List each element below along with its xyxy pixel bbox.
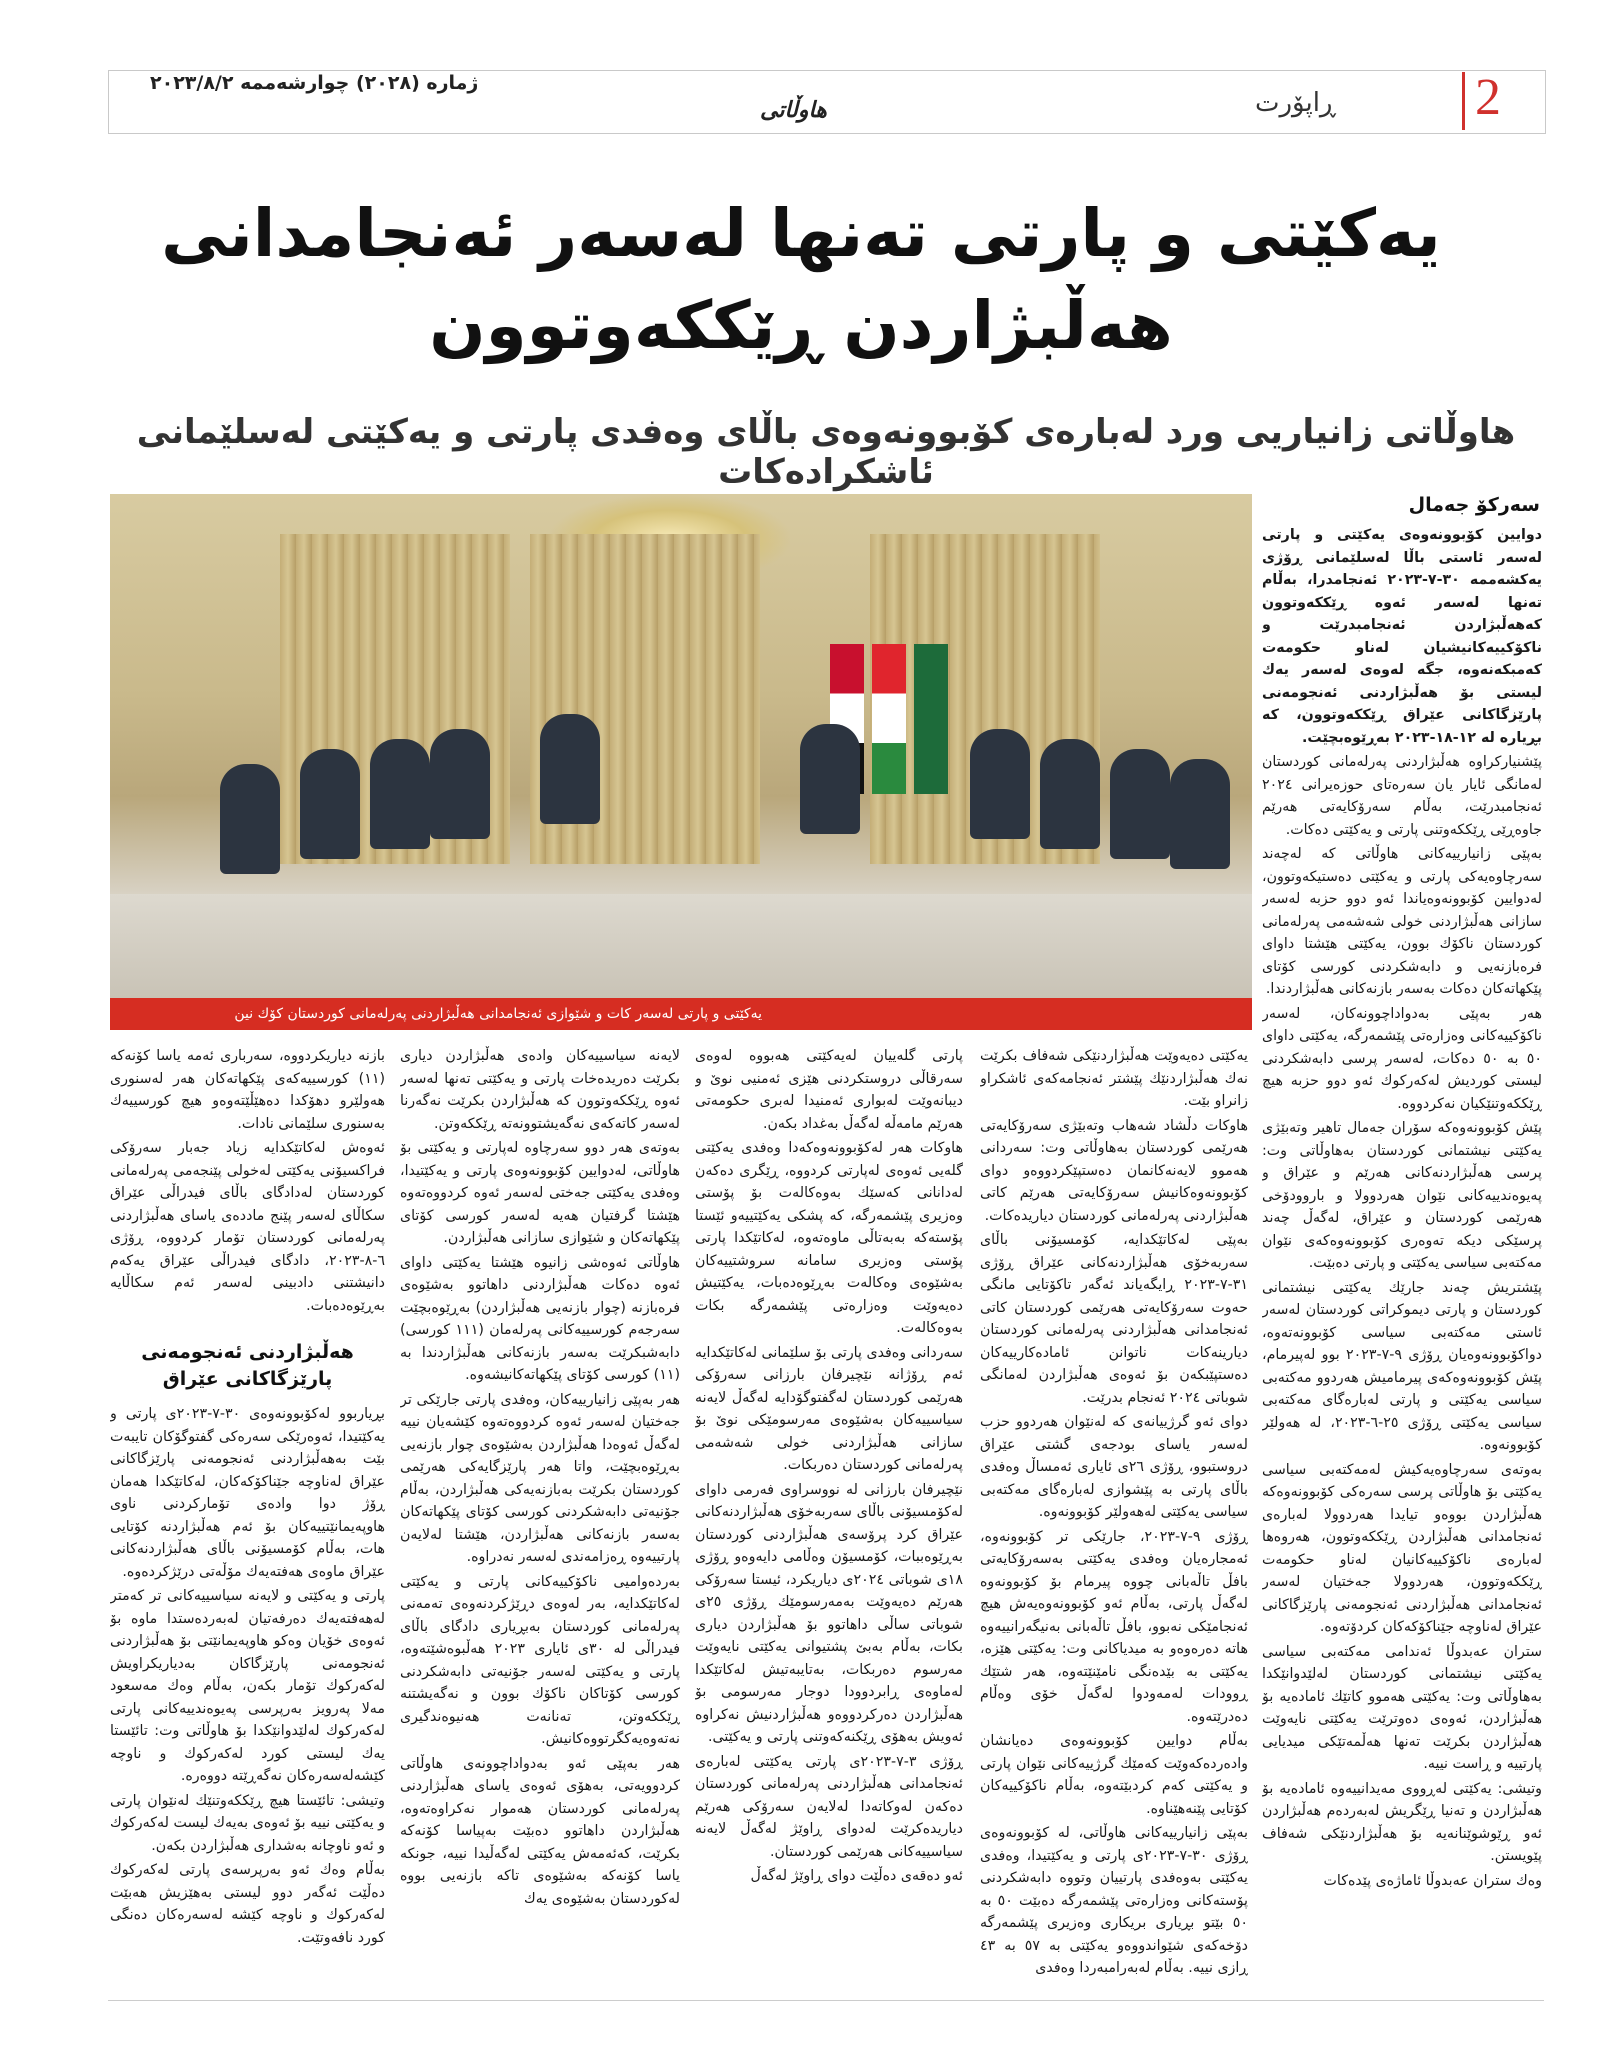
article-paragraph: هەر بەپێی زانیارییەكان، وەفدی پارتی جارێكی تر جەختیان لەسەر ئەوە كردووەتەوە كێشەیان نییە لەگەڵ ئەوەدا هەڵبژاردن بەشێوەی چوار بازنەیی بەڕێوەبچێت، واتا هەر پارێزگایەكی هەرێمی كوردستان بكرێت بەبازنەیەكی هەڵبژاردن، بەڵام جۆنیەتی دابەشكردنی كورسی كۆتای پێكهاتەكان بەسەر بازنەكانی هەڵبژاردن، هێشتا لەلایەن پارتییەوە ڕەزامەندی لەسەر نەدراوە.	[400, 1391, 680, 1565]
article-paragraph: بەڵام دوایین كۆبوونەوەی دەیانشان وادەردەكەوێت كەمێك گرژییەكانی نێوان پارتی و یەكێتی كەم كردبێتەوە، بەڵام ناكۆكییەكان كۆتایی پێنەهێناوە.	[980, 1733, 1248, 1817]
article-paragraph: ئەوەش لەكاتێكدایە زیاد جەبار سەرۆكی فراكسیۆنی یەكێتی لەخولی پێنجەمی پەرلەمانی كوردستان لەدادگای باڵای فیدراڵی عێراق سكاڵای لەسەر پێنج ماددەی یاسای هەڵبژاردنی پەرلەمانی كوردستان تۆمار كردووە، ڕۆژی ٦-٨-٢٠٢٣، دادگای فیدراڵی عێراق یەكەم دانیشتنی دادبینی لەسەر ئەم سكاڵایە بەڕێوەدەبات.	[110, 1140, 385, 1314]
article-paragraph: بازنە دیاریكردووە، سەرباری ئەمە یاسا كۆنەكە (١١) كورسییەكەی پێكهاتەكان هەر لەسنوری هەولێرو دهۆكدا دەهێڵێتەوەو هیچ كورسییەك بەسنوری سلێمانی نادات.	[110, 1048, 385, 1132]
article-paragraph: هاوكات هەر لەكۆبوونەوەكەدا وەفدی یەكێتی گلەیی ئەوەی لەپارتی كردووە، ڕێگری دەكەن لەدانانی كەسێك بەوەكالەت بۆ پۆستی وەزیری پێشمەرگە، كە پشكی یەكێتییەو ئێستا پۆستەكە بەبەتاڵی ماوەتەوە، لەكاتێكدا پارتی پۆستی وەزیری سامانە سروشتییەكان بەشێوەی وەكالەت بەڕێوەدەبات، یەكێتیش دەیەوێت وەزارەتی پێشمەرگە بكات بەوەكالەت.	[695, 1140, 963, 1336]
article-paragraph: ڕۆژی ٩-٧-٢٠٢٣، جارێكی تر كۆبوونەوە، ئەمجارەیان وەفدی یەكێتی بەسەرۆكایەتی بافڵ تاڵەبانی چووە پیرمام بۆ كۆبوونەوە لەگەڵ پارتی، بەڵام ئەو كۆبوونەوەیەش هیچ ئەنجامێكی نەبوو، بافڵ تاڵەبانی بەنیگەرانییەوە هاتە دەرەوەو بە میدیاكانی وت: یەكێتی هێزە، یەكێتی بە بێدەنگی نامێنێتەوە، هەر شتێك ڕوودات لەمەودوا لەگەڵ خۆی وەڵام دەدرێتەوە.	[980, 1528, 1248, 1725]
article-paragraph: هاوكات دڵشاد شەهاب وتەبێژی سەرۆكایەتی هەرێمی كوردستان بەهاوڵاتی وت: سەردانی هەموو لایەنەكانمان دەستپێكردووەو دوای كۆبوونەوەكانیش سەرۆكایەتی هەرێم كاتی هەڵبژاردنی پەرلەمانی كوردستان دیاریدەكات.	[980, 1117, 1248, 1224]
article-intro: دوایین كۆبوونەوەی یەكێتی و پارتی لەسەر ئاستی باڵا لەسلێمانی ڕۆژی یەكشەممە ٣٠-٧-٢٠٢٣ ئەنجامدرا، بەڵام تەنها لەسەر ئەوە ڕێككەوتوون كەهەڵبژاردن ئەنجامبدرێت و ناكۆكییەكانیشیان لەناو حكومەت كەمبكەنەوە، جگە لەوەی لەسەر یەك لیستی بۆ هەڵبژاردنی ئەنجومەنی پارێزگاكانی عێراق ڕێككەوتوون، كە بڕیارە لە ١٢-١٨-٢٠٢٣ بەڕێوەبچێت.	[1262, 527, 1542, 746]
article-paragraph: پێشنیاركراوە هەڵبژاردنی پەرلەمانی كوردستان لەمانگی ئایار یان سەرەتای حوزەیرانی ٢٠٢٤ ئەنجامبدرێت، بەڵام سەرۆكایەتی هەرێم جاوەڕێی ڕێككەوتنی پارتی و یەكێتی دەكات.	[1262, 754, 1542, 838]
article-column-2	[980, 1045, 1248, 1995]
section-subheading: هەڵبژاردنی ئەنجومەنی پارێزگاكانی عێراق	[141, 1341, 354, 1390]
page-number-divider	[1462, 72, 1465, 130]
party-flag	[914, 644, 948, 794]
article-paragraph: ئەو دەقەی دەڵێت دوای ڕاوێژ لەگەڵ	[750, 1868, 963, 1884]
footer-rule	[108, 2000, 1544, 2001]
floor	[110, 894, 1252, 998]
article-paragraph: بەردەوامیی ناكۆكییەكانی پارتی و یەكێتی لەكاتێكدایە، بەر لەوەی دڕێژكردنەوەی تەمەنی پەرلەمانی كوردستان بەبڕیاری دادگای باڵای فیدراڵی لە ٣٠ی ئایاری ٢٠٢٣ هەڵبوەشێتەوە، پارتی و یەكێتی لەسەر جۆنیەتی دابەشكردنی كورسی كۆتاكان ناكۆك بوون و نەگەیشتنە ڕێككەوتن، تەنانەت هەنیوەندگیری نەتەوەیەكگرتووەكانیش.	[400, 1573, 680, 1747]
article-paragraph: بەپێی زانیارییەكانی هاوڵاتی، لە كۆبوونەوەی ڕۆژی ٣٠-٧-٢٠٢٣ی پارتی و یەكێتیدا، وەفدی یەكێتی بەوەفدی پارتییان وتووە دابەشكردنی پۆستەكانی وەزارەتی پێشمەرگە دەبێت ٥٠ بە ٥٠ بێتو بڕیاری بریكاری وەزیری پێشمەرگە دۆخەكەی شێواندووەو یەكێتی بە ٥٧ بە ٤٣ ڕازی نییە. بەڵام لەبەرامبەردا وەفدی	[980, 1825, 1248, 1976]
attendee	[1040, 739, 1100, 849]
article-paragraph: ستران عەبدوڵا ئەندامی مەكتەبی سیاسی یەكێتی نیشتمانی كوردستان لەلێدوانێكدا بەهاوڵاتی وت: یەكێتی هەموو كاتێك ئامادەیە بۆ هەڵبژاردن، ئەوەی دەوترێت یەكێتی نایەوێت هەڵبژاردن بكرێت تەنها هەڵمەتێكی میدیایی پارتییە و ڕاست نییە.	[1262, 1643, 1542, 1772]
article-paragraph: نێچیرفان بارزانی لە نووسراوی فەرمی داوای لەكۆمسیۆنی باڵای سەربەخۆی هەڵبژاردنەكانی عێراق كرد پرۆسەی هەڵبژاردنی كوردستان بەڕێوەببات، كۆمسیۆن وەڵامی دایەوەو ڕۆژی ١٨ی شوباتی ٢٠٢٤ی دیاریكرد، ئیستا سەرۆكی هەرێم دەیەوێت بەمەرسومێك ڕۆژی ٢٥ی شوباتی ساڵی داهاتوو بۆ هەڵبژاردن دیاری بكات، بەڵام بەبێ پشتیوانی یەكێتی نایەوێت مەرسوم دەربكات، بەتایبەتیش لەكاتێكدا لەماوەی ڕابردوودا دوجار مەرسومی بۆ هەڵبژاردن دەركردووەو هەڵبژاردنیش نەكراوە ئەویش بەهۆی ڕێكنەكەوتنی پارتی و یەكێتی.	[695, 1481, 963, 1745]
article-paragraph: سەردانی وەفدی پارتی بۆ سلێمانی لەكاتێكدایە ئەم ڕۆژانە نێچیرفان بارزانی سەرۆكی هەرێمی كوردستان لەگفتوگۆدایە لەگەڵ لایەنە سیاسییەكان بەشێوەی مەرسومێكی نوێ بۆ سازانی هەڵبژاردنی خولی شەشەمی پەرلەمانی كوردستان دەربكات.	[695, 1344, 963, 1473]
attendee	[540, 714, 600, 824]
attendee	[1110, 749, 1170, 859]
article-paragraph: پارتی گلەییان لەیەكێتی هەبووە لەوەی سەرقاڵی دروستكردنی هێزی ئەمنیی نوێ و دیبانەوێت لەبواری ئەمنیدا لەبری حكومەتی هەرێم مامەڵە لەگەڵ بەغداد بكەن.	[695, 1048, 963, 1132]
article-paragraph: بڕیاربوو لەكۆبوونەوەی ٣٠-٧-٢٠٢٣ی پارتی و یەكێتیدا، ئەوەرێكی سەرەكی گفتوگۆكان تایبەت بێت بەهەڵبژاردنی ئەنجومەنی پارێزگاكانی عێراق لەناوچە جێناكۆكەكان، لەكاتێكدا هەمان ڕۆژ دوا وادەی تۆماركردنی ناوی هاوپەیمانێتییەكان بۆ ئەم هەڵبژاردنە كۆتایی هات، بەڵام كۆمسیۆنی باڵای هەڵبژاردنەكانی عێراق ماوەی هەفتەیەك مۆڵەتی درێژكردەوە.	[110, 1406, 385, 1580]
article-headline: یەكێتی و پارتی تەنها لەسەر ئەنجامدانی هەڵبژاردن ڕێككەوتوون	[161, 195, 1441, 364]
attendee	[1170, 759, 1230, 869]
article-paragraph: پێشتریش چەند جارێك یەكێتی نیشتمانی كوردستان و پارتی دیموكراتی كوردستان لەسەر ئاستی مەكتەبی سیاسی كۆبوونەتەوە، دواكۆبوونەوەیان ڕۆژی ٩-٧-٢٠٢٣ بوو لەپیرمام، پێش كۆبوونەوەكەی پیرمامیش هەردوو مەكتەبی سیاسی یەكێتی و پارتی لەبارەگای مەكتەبی سیاسی یەكێتی ڕۆژی ٢٥-٦-٢٠٢٣، لە هەولێر كۆبوونەوە.	[1262, 1279, 1542, 1453]
issue-info: ژمارە (٢٠٢٨) چوارشەممە ٢٠٢٣/٨/٢	[150, 72, 479, 94]
attendee	[430, 729, 490, 839]
article-paragraph: پارتی و یەكێتی و لایەنە سیاسییەكانی تر كەمتر لەهەفتەیەك دەرفەتیان لەبەردەستدا ماوە بۆ ئەوەی خۆیان وەكو هاوپەیمانێتی بۆ هەڵبژاردنی ئەنجومەنی پارێزگاكان بەدیاریكراویش لەكەركوك تۆمار بكەن، بەڵام وەك مەسعود مەلا پەرویز بەرپرسی پەیوەندییەكانی پارتی لەكەركوك لەلێدوانێكدا بۆ هاوڵاتی وت: تائێستا یەك لیستی كورد لەكەركوك و ناوچە كێشەلەسەرەكان نەگەڕێتە دووەرە.	[110, 1588, 385, 1784]
article-column-4	[400, 1045, 680, 1995]
attendee	[370, 739, 430, 849]
page-number: 2	[1475, 69, 1501, 126]
article-column-3	[695, 1045, 963, 1995]
photo-caption: یەكێتی و پارتی لەسەر كات و شێوازی ئەنجامدانی هەڵبژاردنی پەرلەمانی كوردستان كۆك نین	[110, 998, 1252, 1030]
article-paragraph: لایەنە سیاسییەكان وادەی هەڵبژاردن دیاری بكرێت دەریدەخات پارتی و یەكێتی تەنها لەسەر ئەوە ڕێككەوتوون كە هەڵبژاردن بكرێت نەگەرنا لەسەر كاتەكەی نەگەیشتوونەتە ڕێككەوتن.	[400, 1048, 680, 1132]
meeting-photo	[110, 494, 1252, 998]
section-label: ڕاپۆرت	[1255, 88, 1336, 118]
article-paragraph: بەڵام وەك ئەو بەرپرسەی پارتی لەكەركوك دەڵێت ئەگەر دوو لیستی بەهێزیش هەبێت لەكەركوك و ناوچە كێشە لەسەرەكان دەنگی كورد نافەوتێت.	[110, 1862, 385, 1946]
attendee	[220, 764, 280, 874]
article-paragraph: دوای ئەو گرژییانەی كە لەنێوان هەردوو حزب لەسەر یاسای بودجەی گشتی عێراق دروستبوو، ڕۆژی ٢٦ی ئایاری ئەمساڵ وەفدی باڵای پارتی بە پێشوازی لەبارەگای مەكتەبی سیاسی یەكێتی لەهەولێر كۆبوونەوە.	[980, 1414, 1248, 1520]
masthead-logo: هاوڵاتی	[760, 98, 827, 123]
article-paragraph: هەر بەپێی بەدواداچوونەكان، لەسەر ناكۆكییەكانی وەزارەتی پێشمەرگە، یەكێتی داوای ٥٠ بە ٥٠ دەكات، لەسەر پرسی دابەشكردنی لیستی كوردیش لەكەركوك ئەو دوو حزبە هیچ ڕێككەوتنێكیان نەكردووە.	[1262, 1005, 1542, 1112]
article-subheadline: هاوڵاتی زانیاریی ورد لەبارەی كۆبوونەوەی باڵای وەفدی پارتی و یەكێتی لەسلێمانی ئاشكرادەكات	[136, 412, 1516, 492]
article-paragraph: یەكێتی دەیەوێت هەڵبژاردنێكی شەفاف بكرێت نەك هەڵبژاردنێك پێشتر ئەنجامەكەی ئاشكراو زانراو بێت.	[980, 1048, 1248, 1109]
article-paragraph: هاوڵاتی ئەوەشی زانیوە هێشتا یەكێتی داوای ئەوە دەكات هەڵبژاردنی داهاتوو بەشێوەی فرەبازنە (چوار بازنەیی هەڵبژاردن) بەڕێوەبچێت سەرجەم كورسییەكانی پەرلەمان (١١١ كورسی) دابەشبكرێت بەسەر بازنەكانی هەڵبژاردندا بە (١١) كورسی كۆتای پێكهاتەكانیشەوە.	[400, 1254, 680, 1383]
article-column-5	[110, 1045, 385, 1995]
attendee	[970, 729, 1030, 839]
author-byline: سەركۆ جەمال	[1408, 494, 1540, 516]
article-paragraph: وەك ستران عەبدوڵا ئاماژەی پێدەكات	[1323, 1872, 1542, 1889]
article-paragraph: هەر بەپێی ئەو بەدواداچوونەی هاوڵاتی كردوویەتی، بەهۆی ئەوەی یاسای هەڵبژاردنی پەرلەمانی كوردستان هەموار نەكراوەتەوە، هەڵبژاردن داهاتوو دەبێت بەپیاسا كۆنەكە بكرێت، كەئەمەش یەكێتی لەگەڵیدا نییە، جونكە یاسا كۆنەكە بەشێوەی تاكە بازنەیی بووە لەكوردستان بەشێوەی یەك	[400, 1755, 680, 1907]
attendee	[300, 749, 360, 859]
article-paragraph: بەپێی زانیارییەكانی هاوڵاتی كە لەچەند سەرچاوەیەكی پارتی و یەكێتی دەستیكەوتوون، لەدوایین كۆبوونەوەیاندا ئەو دوو حزبە لەسەر سازانی هەڵبژاردنی خولی شەشەمی پەرلەمانی كوردستان ناكۆك بوون، یەكێتی هێشتا داوای فرەبازنەیی و دابەشكردنی كورسی كۆتای پێكهاتەكان دەكات بەسەر بازنەكانی هەڵبژاردندا.	[1262, 846, 1542, 997]
article-paragraph: بەوتەی هەر دوو سەرچاوە لەپارتی و یەكێتی بۆ هاوڵاتی، لەدوایین كۆبوونەوەی پارتی و یەكێتیدا، وەفدی یەكێتی جەختی لەسەر ئەوە كردووەتەوە هێشتا گرفتیان هەیە لەسەر كورسی كۆتای پێكهاتەكان و شێوازی سازانی هەڵبژاردن.	[400, 1140, 680, 1246]
article-paragraph: بەوتەی سەرچاوەیەكیش لەمەكتەبی سیاسی یەكێتی بۆ هاوڵاتی پرسی سەرەكی كۆبوونەوەكە هەڵبژاردن بووەو تیایدا هەردوولا لەبارەی ئەنجامدانی هەڵبژاردن ڕێككەوتوون، هەروەها لەبارەی ناكۆكییەكانیان لەناو حكومەت ڕێككەوتوون، هەردوولا جەختیان لەسەر ئەنجامدانی هەڵبژاردنی ئەنجومەنی پارێزگاكانی عێراق لەناوچە جێناكۆكەكان كردۆتەوە.	[1262, 1461, 1542, 1635]
kurdistan-flag	[872, 644, 906, 794]
article-paragraph: وتیشی: یەكێتی لەڕووی مەیدانییەوە ئامادەیە بۆ هەڵبژاردن و تەنیا ڕێگریش لەبەردەم هەڵبژاردن ئەو ڕێوشوێنانەیە بۆ هەڵبژاردنێكی شەفاف پێویستن.	[1262, 1780, 1542, 1864]
article-paragraph: بەپێی لەكاتێكدایە، كۆمسیۆنی باڵای سەربەخۆی هەڵبژاردنەكانی عێراق ڕۆژی ٣١-٧-٢٠٢٣ ڕایگەیاند ئەگەر تاكۆتایی مانگی حەوت سەرۆكایەتی هەرێمی كوردستان كاتی ئەنجامدانی هەڵبژاردنی پەرلەمانی كوردستان دیارینەكات ناتوانن ئامادەكارییەكان دەستپێبكەن بۆ ئەوەی هەڵبژاردن لەمانگی شوباتی ٢٠٢٤ ئەنجام بدرێت.	[980, 1232, 1248, 1406]
article-paragraph: ڕۆژی ٣-٧-٢٠٢٣ی پارتی یەكێتی لەبارەی ئەنجامدانی هەڵبژاردنی پەرلەمانی كوردستان دەكەن لەوكاتەدا لەلایەن سەرۆكی هەرێم دیاریدەكرێت لەدوای ڕاوێژ لەگەڵ لایەنە سیاسییەكانی هەرێمی كوردستان.	[695, 1753, 963, 1860]
article-paragraph: وتیشی: تائێستا هیچ ڕێككەوتنێك لەنێوان پارتی و یەكێتی نییە بۆ ئەوەی بەیەك لیست لەكەركوك و ئەو ناوچانە بەشداری هەڵبژاردن بكەن.	[110, 1792, 385, 1854]
article-column-1	[1262, 524, 1542, 1994]
attendee	[800, 724, 860, 834]
article-paragraph: پێش كۆبوونەوەكە سۆران جەمال تاهیر وتەبێژی یەكێتی نیشتمانی كوردستان بەهاوڵاتی وت: پرسی هەڵبژاردنەكانی هەرێم و عێراق و پەیوەندییەكانی نێوان هەردوولا و باروودۆخی هەرێمی كوردستان و عێراق، لەگەڵ چەند پرسێكی دیكە تەوەری كۆبوونەوەكەی نێوان مەكتەبی سیاسی یەكێتی و پارتی دەبێت.	[1262, 1120, 1542, 1271]
